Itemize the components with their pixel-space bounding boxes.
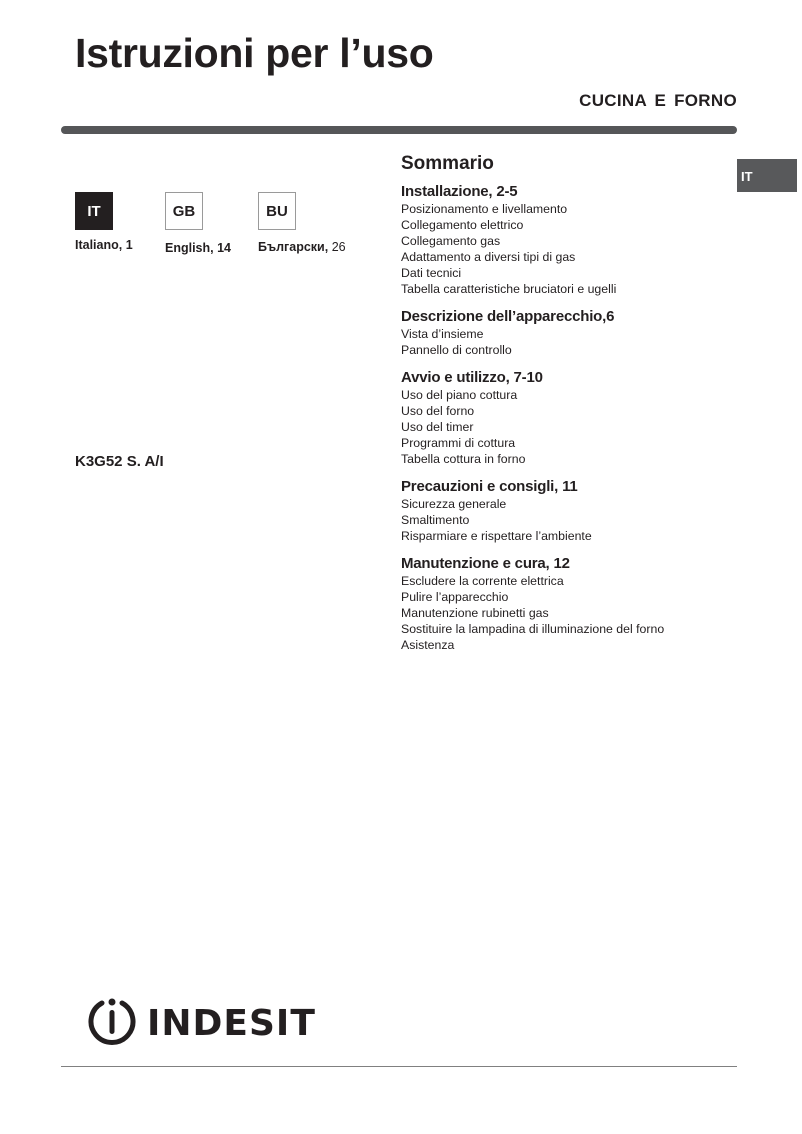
toc-section-descrizione — [401, 308, 731, 358]
toc-item[interactable]: Uso del timer — [401, 420, 474, 434]
toc-section-installazione — [401, 183, 731, 297]
toc-section-heading[interactable]: Manutenzione e cura, 12 — [401, 555, 570, 572]
language-page: 26 — [331, 240, 346, 254]
toc-item[interactable]: Escludere la corrente elettrica — [401, 574, 564, 588]
language-side-tab: IT — [737, 159, 797, 192]
language-label-gb[interactable] — [165, 241, 231, 255]
toc-section-heading[interactable]: Installazione, 2-5 — [401, 183, 518, 200]
toc-item[interactable]: Vista d’insieme — [401, 327, 484, 341]
toc-section-heading[interactable]: Avvio e utilizzo, 7-10 — [401, 369, 543, 386]
toc-item[interactable]: Manutenzione rubinetti gas — [401, 606, 549, 620]
language-name: Italiano, — [75, 238, 123, 252]
language-label-it[interactable] — [75, 238, 133, 252]
language-page: 1 — [125, 238, 133, 252]
table-of-contents — [401, 152, 731, 664]
toc-section-precauzioni — [401, 478, 731, 544]
toc-item[interactable]: Tabella cottura in forno — [401, 452, 526, 466]
toc-item[interactable]: Collegamento elettrico — [401, 218, 524, 232]
toc-section-heading[interactable]: Precauzioni e consigli, 11 — [401, 478, 578, 495]
toc-item[interactable]: Adattamento a diversi tipi di gas — [401, 250, 576, 264]
toc-section-avvio — [401, 369, 731, 467]
language-box-bu[interactable]: BU — [258, 192, 296, 230]
toc-item[interactable]: Programmi di cottura — [401, 436, 516, 450]
toc-item[interactable]: Sostituire la lampadina di illuminazione del forno — [401, 622, 665, 636]
toc-item[interactable]: Uso del piano cottura — [401, 388, 518, 402]
language-page: 14 — [217, 241, 232, 255]
language-name: Български, — [258, 240, 329, 254]
brand-name: INDESIT — [147, 1003, 316, 1044]
language-box-it[interactable]: IT — [75, 192, 113, 230]
toc-item[interactable]: Sicurezza generale — [401, 497, 507, 511]
brand-logo — [85, 994, 316, 1053]
language-name: English, — [165, 241, 214, 255]
language-label-bu[interactable] — [258, 240, 346, 254]
footer-divider — [61, 1066, 737, 1067]
toc-item[interactable]: Tabella caratteristiche bruciatori e ugelli — [401, 282, 617, 296]
toc-section-heading[interactable]: Descrizione dell’apparecchio,6 — [401, 308, 615, 325]
page-title: Istruzioni per l’uso — [75, 30, 434, 76]
toc-item[interactable]: Pulire l’apparecchio — [401, 590, 509, 604]
product-category: CUCINA E FORNO — [579, 91, 737, 110]
toc-item[interactable]: Dati tecnici — [401, 266, 462, 280]
toc-item[interactable]: Collegamento gas — [401, 234, 501, 248]
toc-item[interactable]: Pannello di controllo — [401, 343, 512, 357]
power-i-icon — [85, 994, 139, 1053]
toc-item[interactable]: Smaltimento — [401, 513, 470, 527]
toc-item[interactable]: Posizionamento e livellamento — [401, 202, 568, 216]
model-number: K3G52 S. A/I — [75, 453, 164, 470]
toc-item[interactable]: Risparmiare e rispettare l’ambiente — [401, 529, 592, 543]
toc-item[interactable]: Uso del forno — [401, 404, 475, 418]
toc-section-manutenzione — [401, 555, 731, 653]
language-box-gb[interactable]: GB — [165, 192, 203, 230]
header-divider-bar — [61, 126, 737, 134]
toc-item[interactable]: Asistenza — [401, 638, 455, 652]
toc-title: Sommario — [401, 153, 494, 174]
